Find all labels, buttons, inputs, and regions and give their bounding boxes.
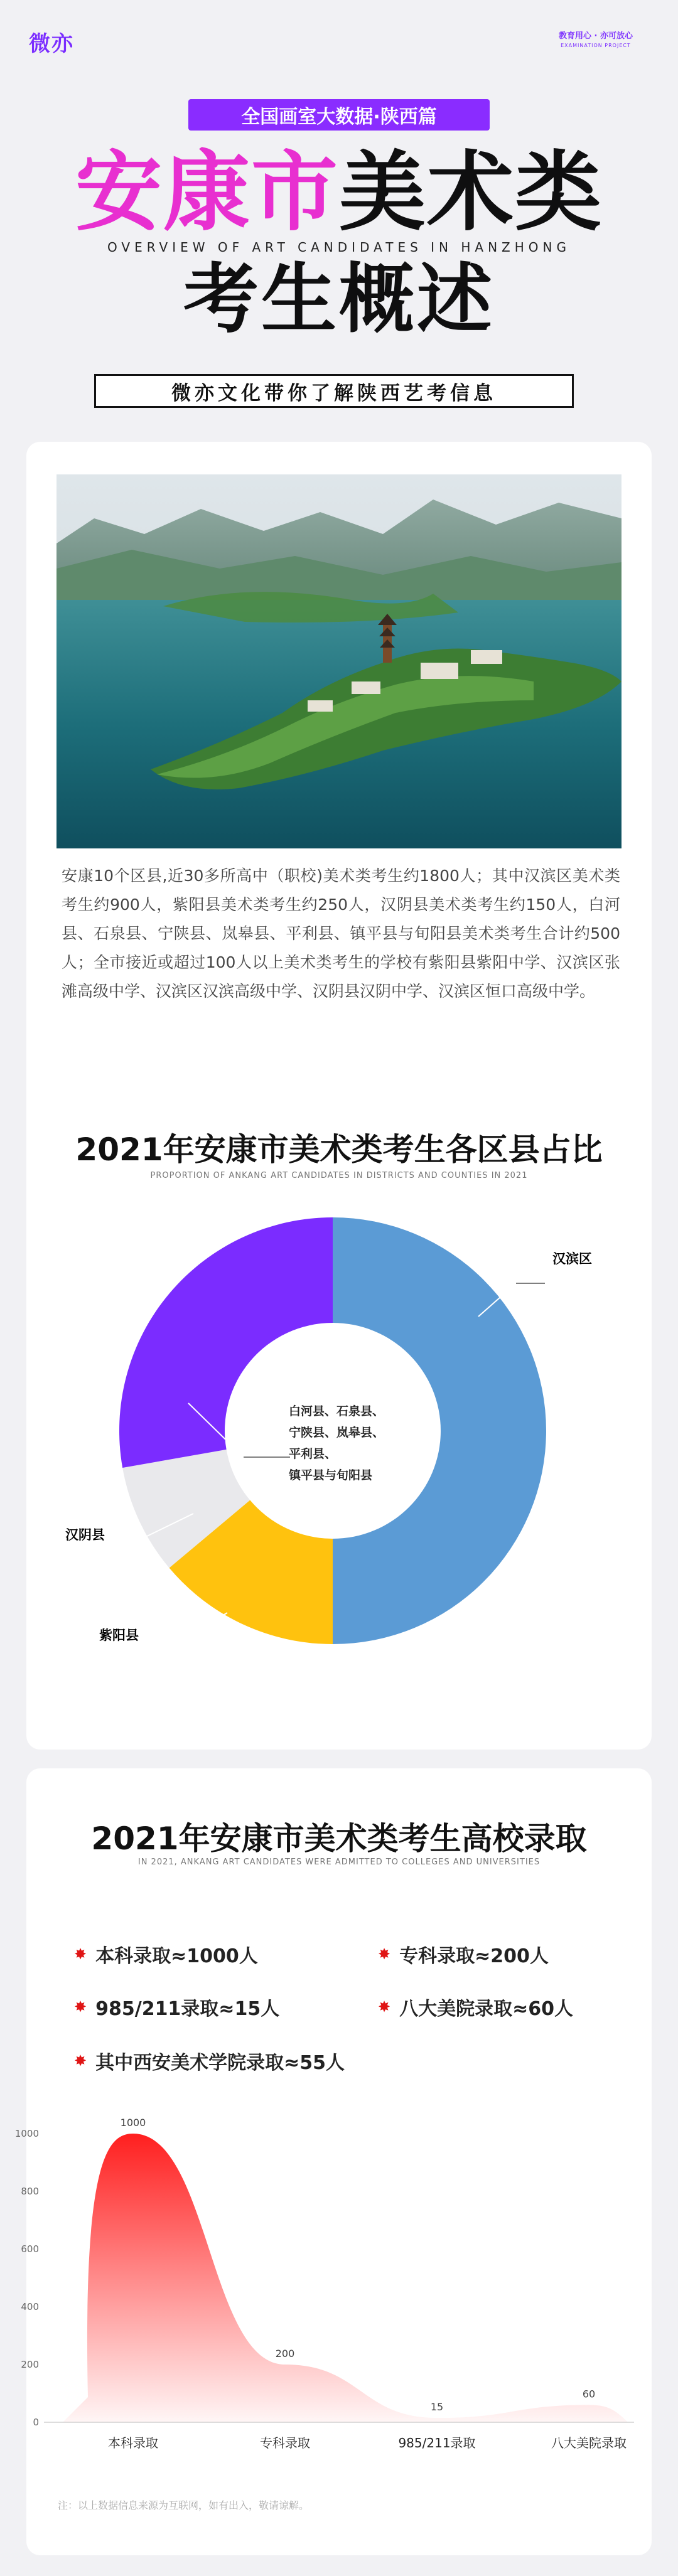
distribution-subtitle: PROPORTION OF ANKANG ART CANDIDATES IN DISTRICTS AND COUNTIES IN 2021 [150, 1171, 528, 1180]
stat-985-211 [74, 1993, 279, 2021]
y-tick-label: 0 [33, 2417, 39, 2428]
intro-paragraph: 安康10个区县,近30多所高中（职校)美术类考生约1800人；其中汉滨区美术类考生约900人，紫阳县美术类考生约250人，汉阴县美术类考生约150人，白河县、石泉县、宁陕县、岚皋县、平利县、镇平县与旬阳县美术类考生合计约500人；全市接近或超过100人以上美术类考生的学校有紫阳县紫阳中学、汉滨区张滩高级中学、汉滨区汉滨高级中学、汉阴县汉阴中学、汉滨区恒口高级中学。 [62, 867, 620, 1000]
stat-college [378, 1940, 549, 1968]
ziyang-leader-line [186, 1613, 227, 1638]
x-category-label: 专科录取 [260, 2435, 310, 2450]
y-tick-label: 200 [21, 2359, 39, 2370]
stat-eight-academies-text: 八大美院录取≈60人 [399, 1998, 573, 2020]
title-english: OVERVIEW OF ART CANDIDATES IN HANZHONG [107, 240, 571, 255]
label-other-line2: 宁陕县、岚皋县、 [289, 1426, 385, 1440]
label-hanbin: 汉滨区 [552, 1251, 592, 1266]
admission-area-chart [0, 2108, 678, 2485]
data-source-footnote: 注：以上数据信息来源为互联网，如有出入，敬请谅解。 [58, 2499, 309, 2511]
admission-title: 2021年安康市美术类考生高校录取 [91, 1820, 587, 1857]
y-tick-label: 400 [21, 2301, 39, 2312]
y-tick-label: 600 [21, 2243, 39, 2255]
label-other-counties [289, 1401, 402, 1486]
x-category-label: 本科录取 [108, 2435, 158, 2450]
label-other-line3: 平利县、 [289, 1447, 337, 1461]
stat-985-211-text: 985/211录取≈15人 [95, 1998, 280, 2020]
data-label: 15 [430, 2401, 444, 2413]
admission-subtitle: IN 2021, ANKANG ART CANDIDATES WERE ADMITTED TO COLLEGES AND UNIVERSITIES [137, 1857, 541, 1867]
y-tick-label: 1000 [14, 2128, 39, 2139]
brand-logo: 微亦 [29, 31, 74, 56]
tagline-badge: 全国画室大数据·陕西篇 [188, 99, 490, 131]
star-icon: ✸ [74, 1945, 87, 1963]
distribution-title: 2021年安康市美术类考生各区县占比 [75, 1131, 603, 1168]
stat-eight-academies [378, 1993, 573, 2021]
slogan-en: EXAMINATION PROJECT [561, 43, 631, 48]
label-other-line4: 镇平县与旬阳县 [289, 1468, 373, 1482]
stat-xian-academy [74, 2047, 345, 2075]
slogan-cn: 教育用心 · 亦可放心 [559, 31, 633, 41]
x-category-label: 八大美院录取 [551, 2435, 627, 2450]
stat-undergrad-text: 本科录取≈1000人 [95, 1945, 258, 1967]
star-icon: ✸ [74, 2052, 87, 2070]
title-category: 美术类 [339, 142, 603, 243]
stat-undergrad [74, 1940, 258, 1968]
area-series [63, 2134, 628, 2422]
data-label: 1000 [120, 2117, 146, 2129]
brand-slogan [559, 29, 633, 48]
data-label: 200 [275, 2348, 295, 2360]
star-icon: ✸ [378, 1945, 391, 1963]
star-icon: ✸ [74, 1998, 87, 2016]
label-ziyang: 紫阳县 [99, 1628, 139, 1643]
label-hanyin: 汉阴县 [65, 1527, 105, 1542]
title-city: 安康市 [75, 142, 339, 243]
y-tick-label: 800 [21, 2186, 39, 2197]
stat-college-text: 专科录取≈200人 [399, 1945, 549, 1967]
x-category-label: 985/211录取 [398, 2435, 476, 2450]
data-label: 60 [582, 2388, 596, 2400]
stat-xian-academy-text: 其中西安美术学院录取≈55人 [95, 2052, 345, 2074]
lake-landscape-photo [56, 474, 622, 848]
label-other-line1: 白河县、石泉县、 [289, 1404, 385, 1418]
intro-banner: 微亦文化带你了解陕西艺考信息 [94, 374, 574, 408]
page-title [0, 142, 678, 243]
star-icon: ✸ [378, 1998, 391, 2016]
page-title-line2: 考生概述 [183, 256, 495, 343]
